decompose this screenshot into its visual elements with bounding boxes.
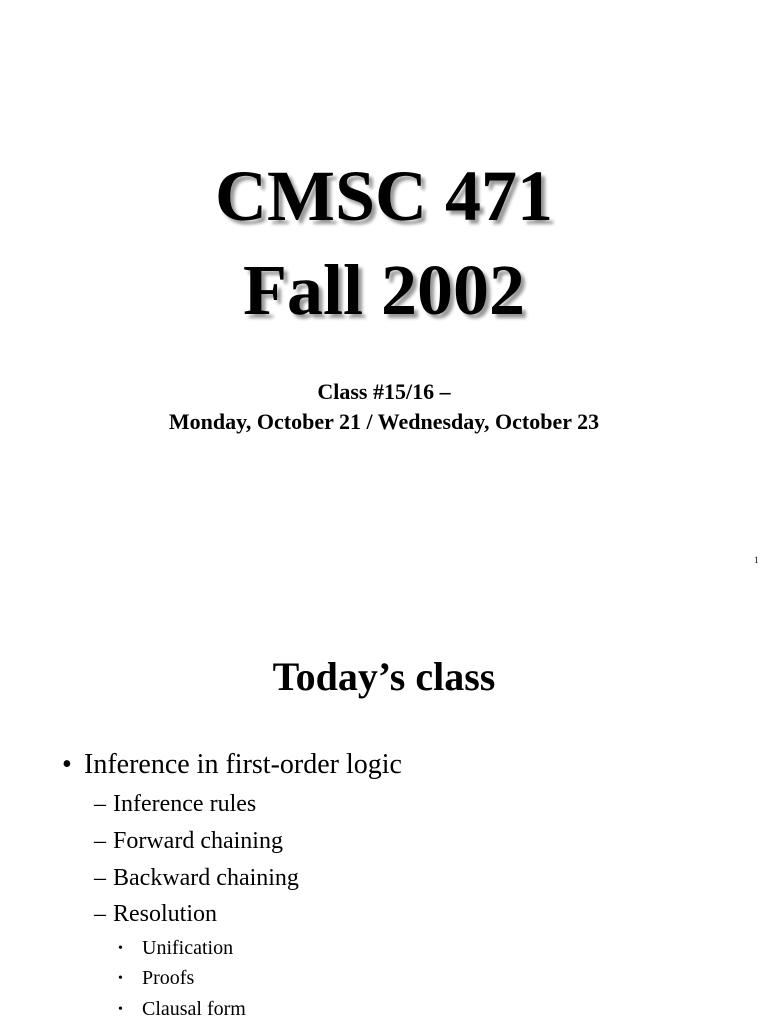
page-number: 1: [754, 555, 759, 565]
sub-sub-bullet-item: [118, 935, 233, 962]
sub-bullet-marker: •: [118, 971, 123, 986]
course-title: CMSC 471: [215, 156, 553, 236]
slide-2: [0, 580, 768, 1024]
bullet-item: [62, 748, 402, 782]
sub-sub-bullet-text: Unification: [142, 937, 234, 959]
class-number: Class #15/16 –: [317, 379, 451, 404]
bullet-text: Inference in first-order logic: [84, 749, 402, 780]
dash-marker: –: [94, 791, 106, 817]
sub-bullet-item: [94, 863, 299, 893]
sub-sub-bullet-item: [118, 965, 194, 992]
dash-marker: –: [94, 901, 106, 927]
sub-sub-bullet-item: [118, 996, 246, 1023]
sub-bullet-marker: •: [118, 1002, 123, 1017]
sub-bullet-text: Backward chaining: [113, 865, 299, 891]
course-term: Fall 2002: [243, 250, 525, 330]
sub-bullet-text: Forward chaining: [113, 828, 283, 854]
slide-heading: Today’s class: [272, 654, 496, 699]
sub-bullet-item: [94, 789, 256, 819]
bullet-marker: •: [62, 749, 72, 780]
sub-bullet-item: [94, 826, 283, 856]
sub-bullet-item: [94, 899, 217, 929]
sub-bullet-text: Inference rules: [113, 791, 257, 817]
class-dates: Monday, October 21 / Wednesday, October 23: [168, 409, 600, 434]
sub-sub-bullet-text: Clausal form: [142, 998, 246, 1020]
sub-bullet-marker: •: [118, 941, 123, 956]
dash-marker: –: [94, 828, 106, 854]
sub-sub-bullet-text: Proofs: [142, 967, 195, 989]
sub-bullet-text: Resolution: [113, 901, 218, 927]
dash-marker: –: [94, 865, 106, 891]
